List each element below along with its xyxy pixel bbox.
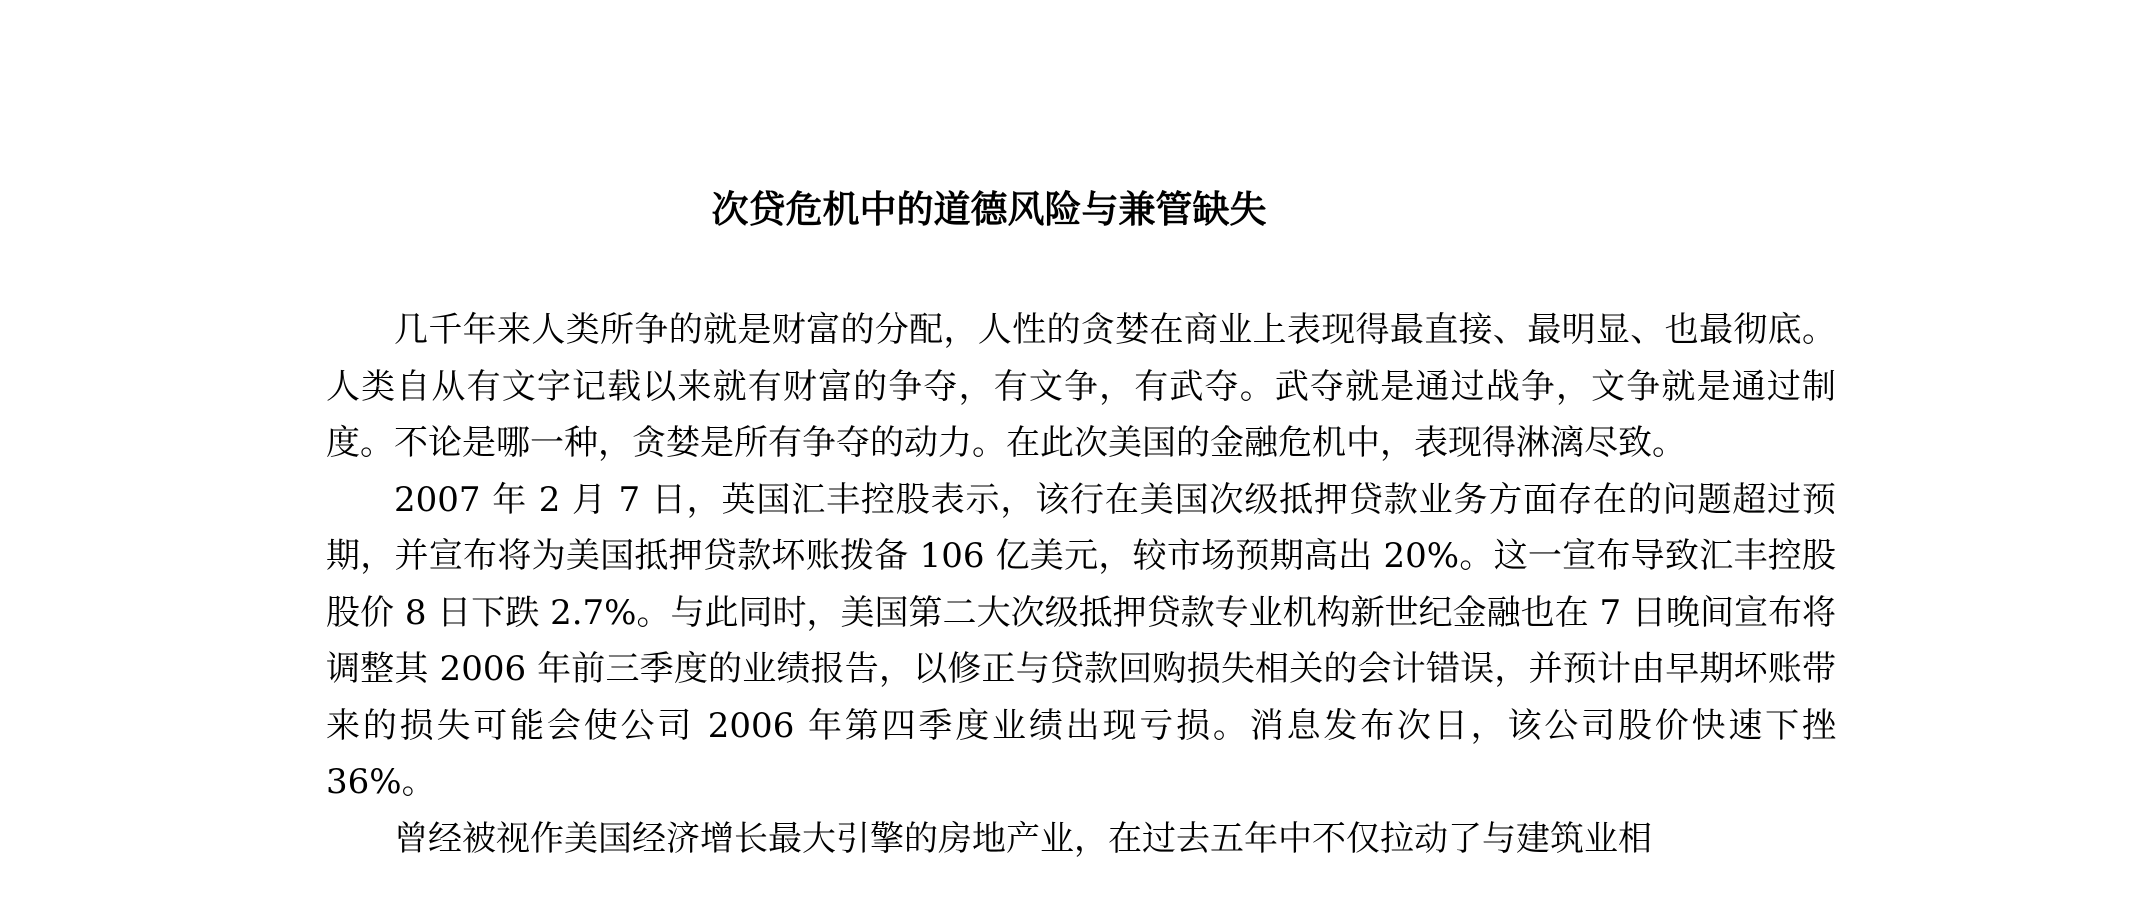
- document-title: 次贷危机中的道德风险与兼管缺失: [711, 187, 1267, 231]
- document-body: [326, 302, 1836, 867]
- paragraph-2: 2007 年 2 月 7 日，英国汇丰控股表示，该行在美国次级抵押贷款业务方面存在的问题超过预期，并宣布将为美国抵押贷款坏账拨备 106 亿美元，较市场预期高出 20%。这一宣布导致汇丰控股股价 8 日下跌 2.7%。与此同时，美国第二大次级抵押贷款专业机构新世纪金融也在 7 日晚间宣布将调整其 2006 年前三季度的业绩报告，以修正与贷款回购损失相关的会计错误，并预计由早期坏账带来的损失可能会使公司 2006 年第四季度业绩出现亏损。消息发布次日，该公司股价快速下挫 36%。: [326, 479, 1836, 802]
- paragraph-1: 几千年来人类所争的就是财富的分配，人性的贪婪在商业上表现得最直接、最明显、也最彻底。人类自从有文字记载以来就有财富的争夺，有文争，有武夺。武夺就是通过战争，文争就是通过制度。不论是哪一种，贪婪是所有争夺的动力。在此次美国的金融危机中，表现得淋漓尽致。: [326, 310, 1836, 463]
- paragraph-3: 曾经被视作美国经济增长最大引擎的房地产业，在过去五年中不仅拉动了与建筑业相: [394, 818, 1652, 859]
